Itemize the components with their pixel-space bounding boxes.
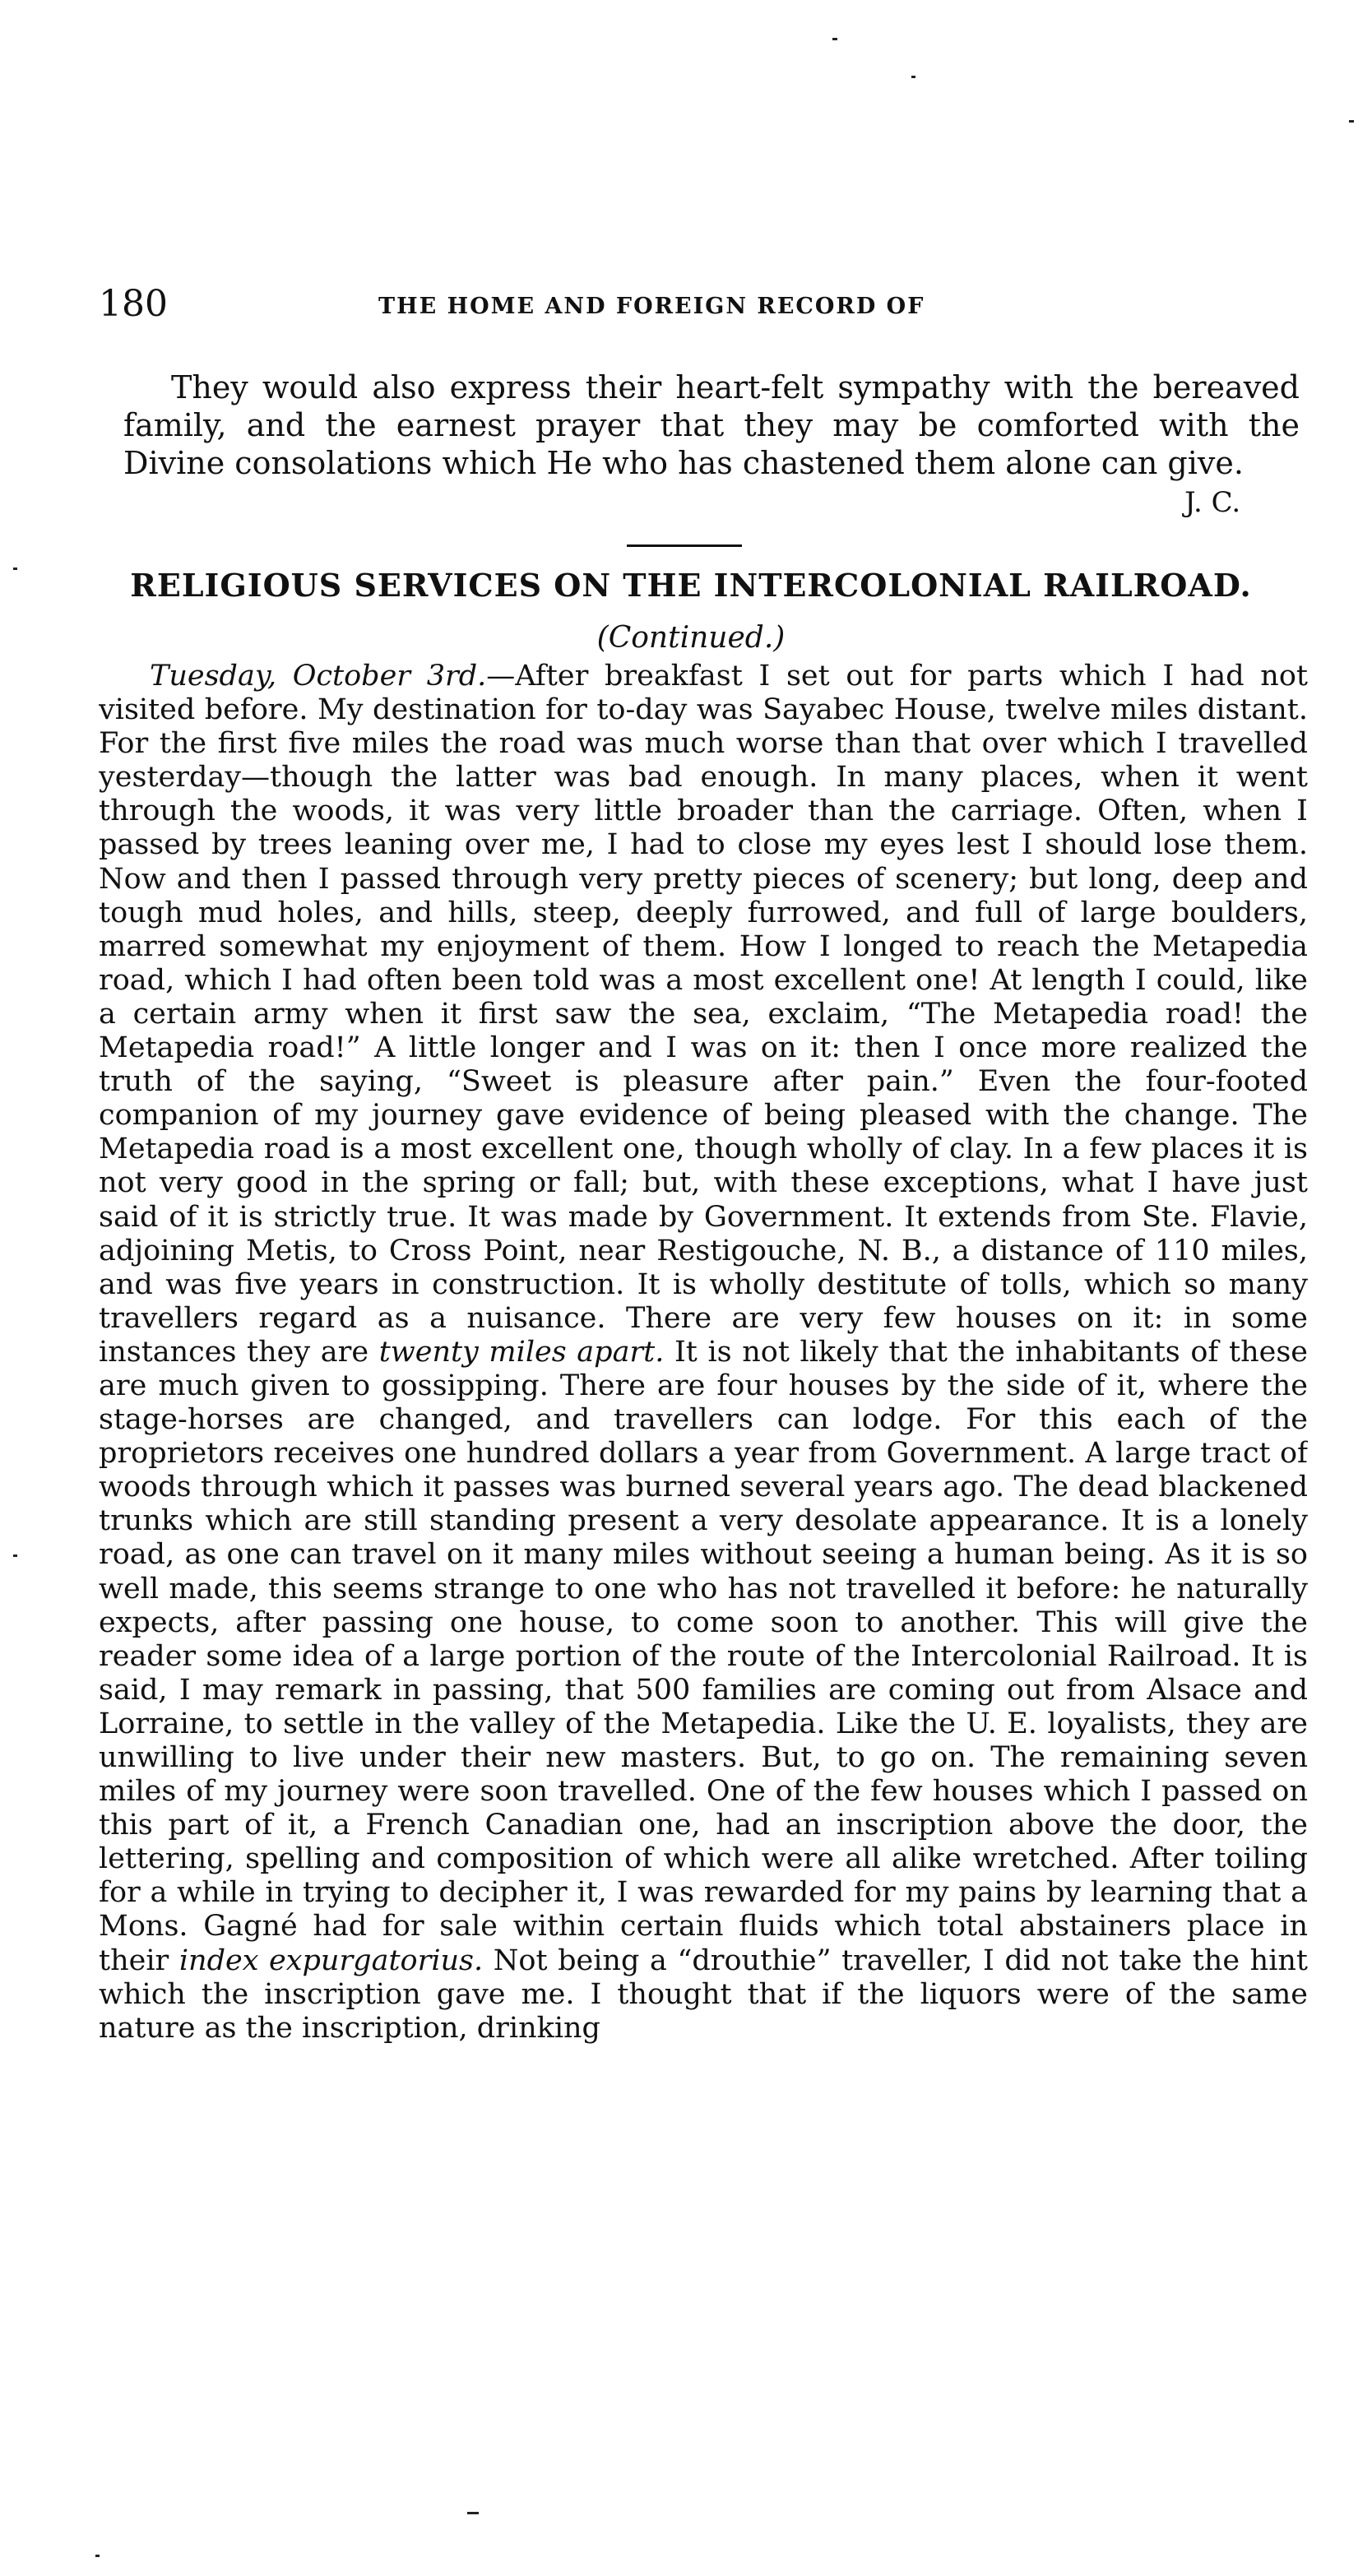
memorial-text: They would also express their heart-felt sympathy with the bereaved family, and the earnest prayer that they may be comforted with the Divine consolations which He who has chastened them alone can give. [123, 369, 1300, 481]
article-dateline: Tuesday, October 3rd. [150, 660, 487, 693]
article-text-part-3: Not being a “drouthie” traveller, I did not take the hint which the inscription gave me. I thought that if the liquors were of the same nature as the inscription, drinking [99, 1944, 1308, 2045]
article-title: RELIGIOUS SERVICES ON THE INTERCOLONIAL RAILROAD. [130, 567, 1252, 604]
print-speck [1349, 120, 1354, 123]
print-speck [13, 1554, 17, 1557]
print-speck [911, 76, 915, 78]
print-speck [95, 2555, 100, 2557]
section-divider-rule [627, 544, 742, 547]
memorial-paragraph [123, 368, 1300, 482]
page-number: 180 [99, 283, 168, 325]
print-speck [13, 568, 17, 570]
running-header [99, 280, 1316, 329]
memorial-signature: J. C. [1184, 486, 1241, 519]
article-emphasis-1: twenty miles apart. [378, 1335, 665, 1369]
article-emphasis-2: index expurgatorius. [178, 1944, 484, 1977]
print-speck [832, 38, 837, 40]
article-paragraph [99, 660, 1308, 2046]
article-body [99, 660, 1308, 2370]
article-subtitle: (Continued.) [596, 621, 786, 655]
print-speck [467, 2512, 479, 2514]
article-text-part-2: It is not likely that the inhabitants of these are much given to gossipping. There are four houses by the side of it, where the stage-horses are changed, and travellers can lodge. For this each of the proprietors receives one hundred dollars a year from Government. A large tract of woods through which it passes was burned several years ago. The dead blackened trunks which are still standing present a very desolate appearance. It is a lonely road, as one can travel on it many miles without seeing a human being. As it is so well made, this seems strange to one who has not travelled it before: he naturally expects, after passing one house, to come soon to another. This will give the reader some idea of a large portion of the route of the Intercolonial Railroad. It is said, I may remark in passing, that 500 families are coming out from Alsace and Lorraine, to settle in the valley of the Metapedia. Like the U. E. loyalists, they are unwilling to live under their new masters. But, to go on. The remaining seven miles of my journey were soon travelled. One of the few houses which I passed on this part of it, a French Canadian one, had an inscription above the door, the lettering, spelling and composition of which were all alike wretched. After toiling for a while in trying to decipher it, I was rewarded for my pains by learning that a Mons. Gagné had for sale within certain fluids which total abstainers place in their [99, 1335, 1308, 1977]
article-text-part-1: —After breakfast I set out for parts which I had not visited before. My destination for to-day was Sayabec House, twelve miles distant. For the first five miles the road was much worse than that over which I travelled yesterday—though the latter was bad enough. In many places, when it went through the woods, it was very little broader than the carriage. Often, when I passed by trees leaning over me, I had to close my eyes lest I should lose them. Now and then I passed through very pretty pieces of scenery; but long, deep and tough mud holes, and hills, steep, deeply furrowed, and full of large boulders, marred somewhat my enjoyment of them. How I longed to reach the Metapedia road, which I had often been told was a most excellent one! At length I could, like a certain army when it first saw the sea, exclaim, “The Metapedia road! the Metapedia road!” A little longer and I was on it: then I once more realized the truth of the saying, “Sweet is pleasure after pain.” Even the four-footed companion of my journey gave evidence of being pleased with the change. The Metapedia road is a most excellent one, though wholly of clay. In a few places it is not very good in the spring or fall; but, with these exceptions, what I have just said of it is strictly true. It was made by Government. It extends from Ste. Flavie, adjoining Metis, to Cross Point, near Restigouche, N. B., a distance of 110 miles, and was five years in construction. It is wholly destitute of tolls, which so many travellers regard as a nuisance. There are very few houses on it: in some instances they are [99, 660, 1308, 1369]
running-title: THE HOME AND FOREIGN RECORD OF [378, 294, 925, 319]
